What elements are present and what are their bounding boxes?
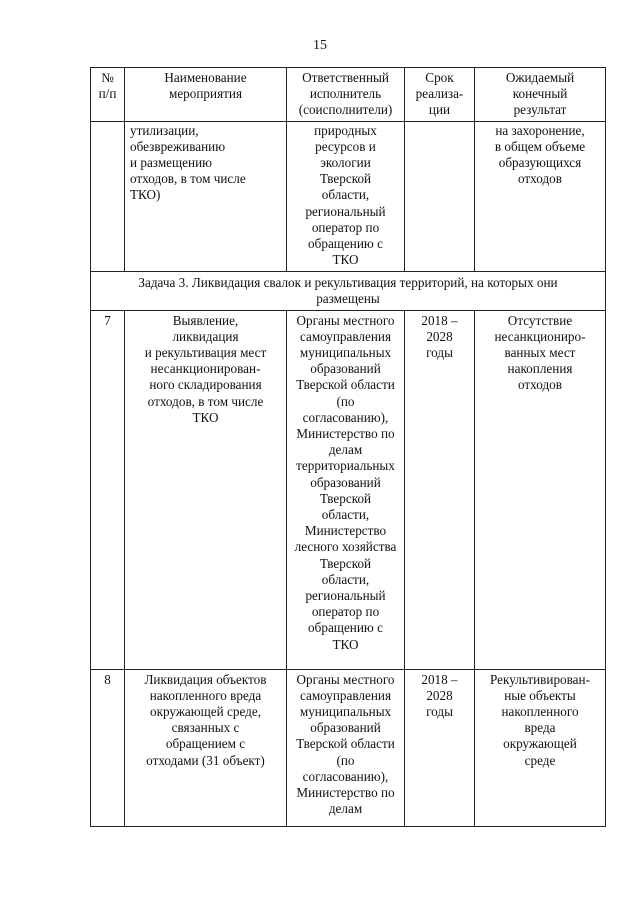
task-3-heading: Задача 3. Ликвидация свалок и рекультивация территорий, на которых они размещены <box>91 271 606 310</box>
table-header-row <box>91 68 606 122</box>
cell-result: Отсутствие несанкциониро- ванных мест накопления отходов <box>475 310 606 669</box>
cell-result: Рекультивирован- ные объекты накопленного вреда окружающей среде <box>475 669 606 826</box>
header-responsible: Ответственный исполнитель (соисполнители) <box>287 68 405 122</box>
task-3-row <box>91 271 606 310</box>
cell-term: 2018 – 2028 годы <box>405 669 475 826</box>
header-term: Срок реализа- ции <box>405 68 475 122</box>
table-row-8 <box>91 669 606 826</box>
cell-term: 2018 – 2028 годы <box>405 310 475 669</box>
cell-name: утилизации, обезвреживанию и размещению отходов, в том числе ТКО) <box>125 121 287 271</box>
cell-num: 7 <box>91 310 125 669</box>
cell-name: Выявление, ликвидация и рекультивация мест несанкционирован- ного складирования отходов, в том числе ТКО <box>125 310 287 669</box>
header-result: Ожидаемый конечный результат <box>475 68 606 122</box>
cell-responsible: природных ресурсов и экологии Тверской области, региональный оператор по обращению с ТКО <box>287 121 405 271</box>
cell-result: на захоронение, в общем объеме образующихся отходов <box>475 121 606 271</box>
cell-term <box>405 121 475 271</box>
table-row-continued <box>91 121 606 271</box>
page-number: 15 <box>313 38 327 53</box>
cell-responsible: Органы местного самоуправления муниципальных образований Тверской области (по согласованию), Министерство по делам территориальных образований Тверской области, Министерство лесного хозяйства Тверской области, региональный оператор по обращению с ТКО <box>287 310 405 669</box>
measures-table <box>90 67 606 827</box>
header-name: Наименование мероприятия <box>125 68 287 122</box>
table-row-7 <box>91 310 606 669</box>
cell-responsible: Органы местного самоуправления муниципальных образований Тверской области (по согласованию), Министерство по делам <box>287 669 405 826</box>
cell-name: Ликвидация объектов накопленного вреда окружающей среде, связанных с обращением с отходами (31 объект) <box>125 669 287 826</box>
cell-num <box>91 121 125 271</box>
cell-num: 8 <box>91 669 125 826</box>
header-num: № п/п <box>91 68 125 122</box>
